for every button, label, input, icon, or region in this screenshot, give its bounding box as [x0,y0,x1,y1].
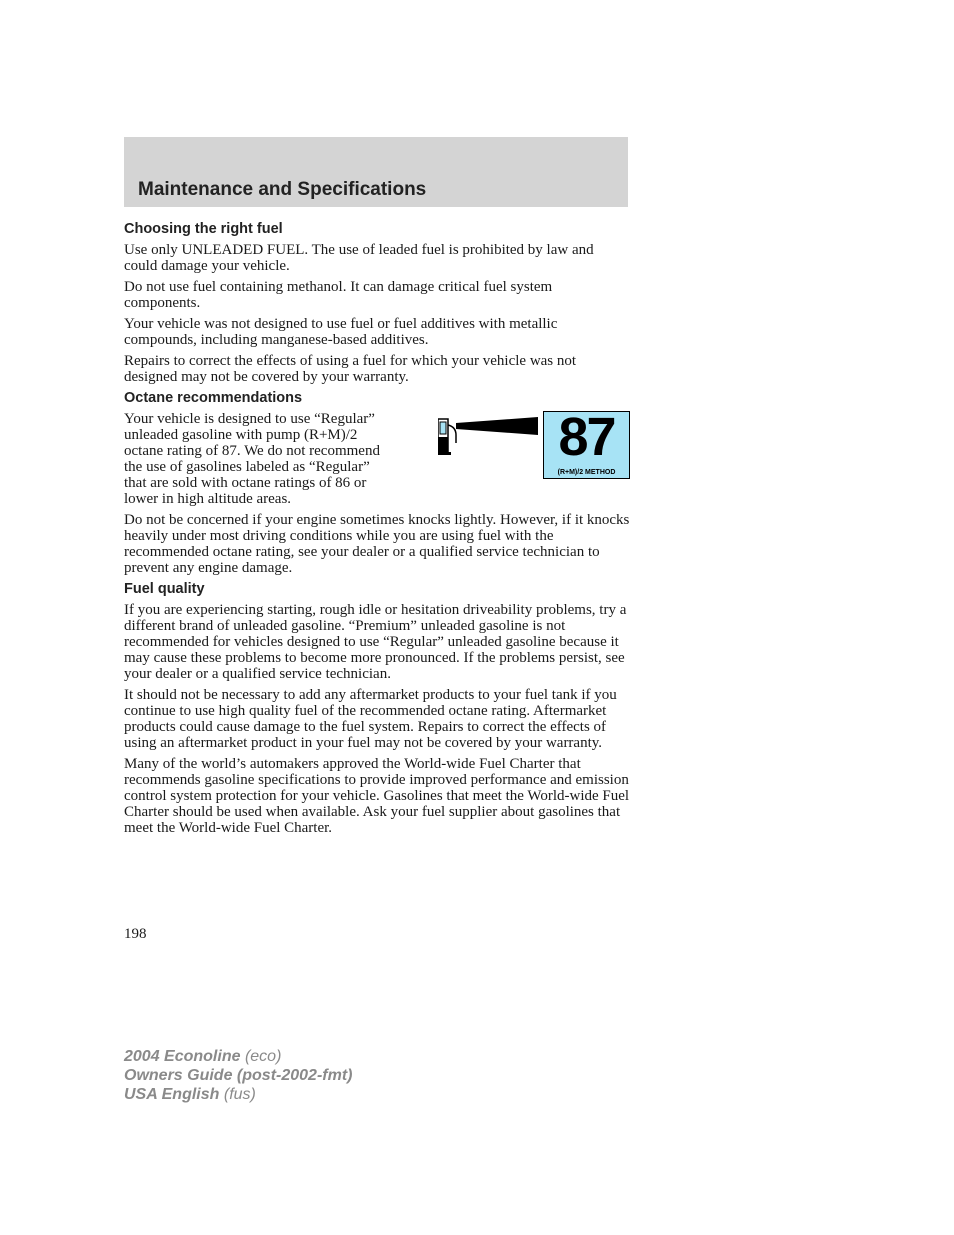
page-number: 198 [124,926,147,942]
paragraph: Your vehicle was not designed to use fuel or fuel additives with metallic compounds, including manganese-based additives. [124,316,558,348]
octane-method-label: (R+M)/2 METHOD [557,469,616,476]
octane-number: 87 [558,407,615,467]
paragraph: Do not be concerned if your engine sometimes knocks lightly. However, if it knocks heavily under most driving conditions while you are using fuel with the recommended octane rating, see your dealer or a qualified service technician to prevent any engine damage. [124,512,630,576]
octane-rating-badge [543,407,630,479]
footer-line-2 [124,1066,352,1085]
section-header-band [124,137,628,207]
footer-line-1 [124,1047,352,1066]
paragraph: Do not use fuel containing methanol. It can damage critical fuel system components. [124,279,553,311]
footer-line-3 [124,1085,352,1104]
document-footer [124,1047,352,1104]
paragraph: Your vehicle is designed to use “Regular” unleaded gasoline with pump (R+M)/2 octane rating of 87. We do not recommend the use of gasolines labeled as “Regular” that are sold with octane ratings of 86 or lower in high altitude areas. [124,411,380,507]
footer-model: 2004 Econoline [124,1048,241,1065]
footer-language: USA English [124,1086,220,1103]
footer-guide: Owners Guide (post-2002-fmt) [124,1067,353,1084]
heading-choosing-fuel: Choosing the right fuel [124,221,283,237]
octane-section [124,407,630,576]
page-content [124,221,630,841]
paragraph: Use only UNLEADED FUEL. The use of leaded fuel is prohibited by law and could damage your vehicle. [124,242,594,274]
paragraph: If you are experiencing starting, rough idle or hesitation driveability problems, try a different brand of unleaded gasoline. “Premium” unleaded gasoline is not recommended for vehicles designed to use “Regular” unleaded gasoline because it may cause these problems to become more pronounced. If the problems persist, see your dealer or a qualified service technician. [124,602,627,682]
footer-model-code: (eco) [244,1048,282,1065]
paragraph: It should not be necessary to add any aftermarket products to your fuel tank if you continue to use high quality fuel of the recommended octane rating. Aftermarket products could cause damage to the fuel system. Repairs to correct the effects of using an aftermarket product in your fuel may not be covered by your warranty. [124,687,617,751]
paragraph: Many of the world’s automakers approved the World-wide Fuel Charter that recommends gasoline specifications to provide improved performance and emission control system protection for your vehicle. Gasolines that meet the World-wide Fuel Charter should be used when available. Ask your fuel supplier about gasolines that meet the World-wide Fuel Charter. [124,756,630,836]
heading-fuel-quality: Fuel quality [124,581,205,597]
paragraph: Repairs to correct the effects of using a fuel for which your vehicle was not designed may not be covered by your warranty. [124,353,577,385]
section-title: Maintenance and Specifications [138,179,427,200]
heading-octane: Octane recommendations [124,390,303,406]
fuel-pump-icon [438,417,548,457]
octane-label-figure [390,407,630,481]
footer-language-code: (fus) [223,1086,256,1103]
